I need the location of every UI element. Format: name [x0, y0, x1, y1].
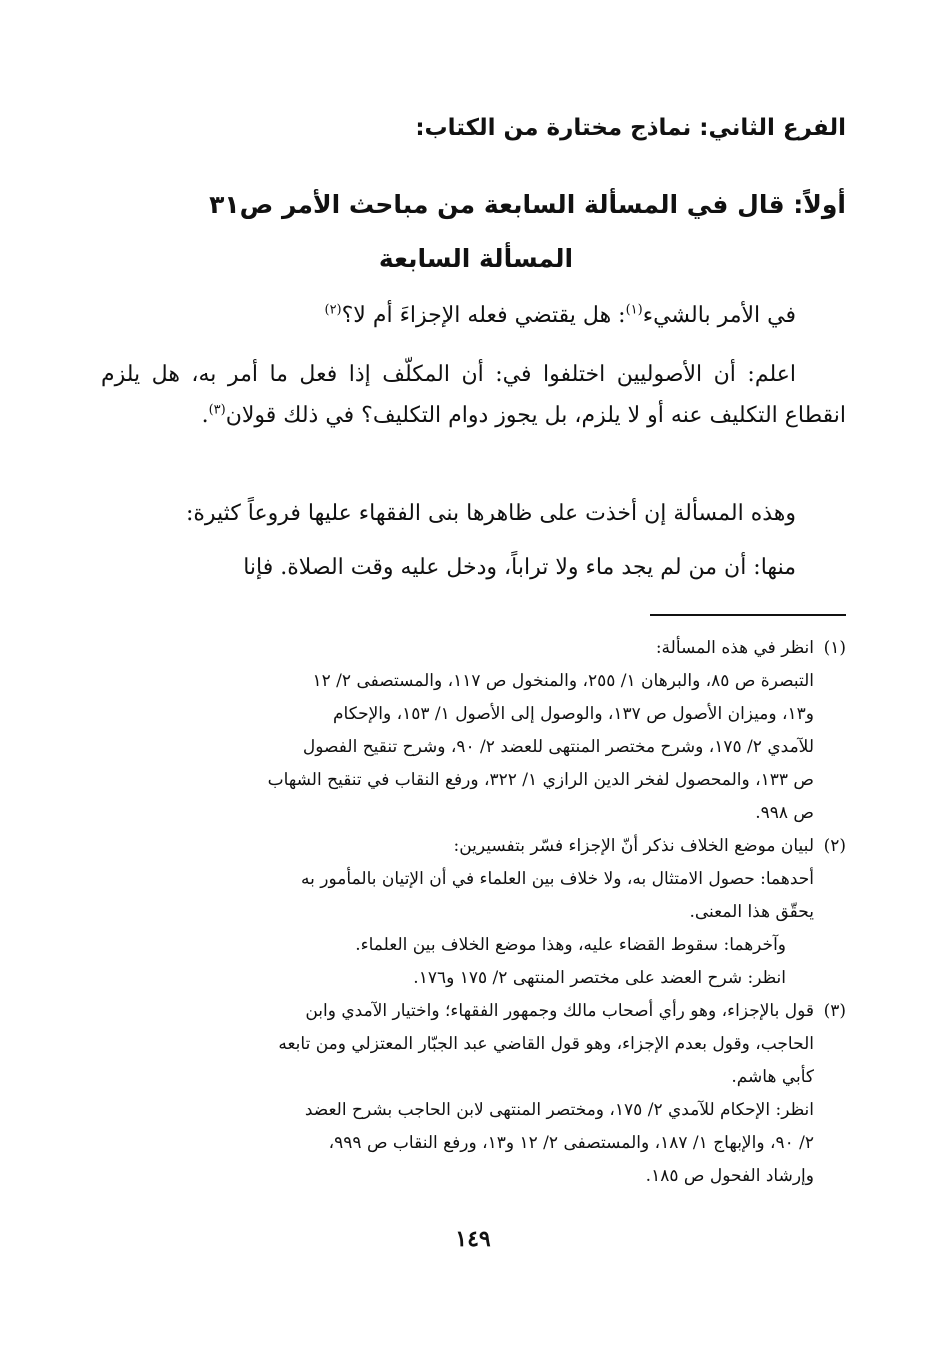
footnote-number: (٣) [823, 1001, 846, 1021]
paragraph-intro [101, 354, 846, 436]
paragraph-text: اعلم: أن الأصوليين اختلفوا في: أن المكلّف إذا فعل ما أمر به، هل يلزم انقطاع التكليف عنه أو لا يلزم، بل يجوز دوام التكليف؟ في ذلك قولان [101, 362, 846, 428]
footnote-line: انظر: شرح العضد على مختصر المنتهى ٢/ ١٧٥ و١٧٦. [413, 968, 786, 988]
footnote-1 [101, 632, 846, 830]
footnote-line: ص ٩٩٨. [755, 803, 814, 823]
footnote-line: انظر: الإحكام للآمدي ٢/ ١٧٥، ومختصر المنتهى لابن الحاجب بشرح العضد [304, 1100, 814, 1120]
sub-heading: أولاً: قال في المسألة السابعة من مباحث الأمر ص٣١ [209, 190, 846, 219]
footnote-line: يحقّق هذا المعنى. [689, 902, 814, 922]
page-number: ١٤٩ [455, 1226, 491, 1252]
footnotes [101, 632, 846, 1193]
paragraph-branches: وهذه المسألة إن أخذت على ظاهرها بنى الفقهاء عليها فروعاً كثيرة: [185, 501, 796, 526]
footnote-line: و١٣، وميزان الأصول ص ١٣٧، والوصول إلى الأصول ١/ ١٥٣، والإحكام [332, 704, 814, 724]
footnote-line: ص ١٣٣، والمحصول لفخر الدين الرازي ١/ ٣٢٢، ورفع النقاب في تنقيح الشهاب [267, 770, 814, 790]
footnote-line: أحدهما: حصول الامتثال به، ولا خلاف بين العلماء في أن الإتيان بالمأمور به [301, 869, 814, 889]
footnote-first-line [101, 995, 846, 1028]
footnote-3 [101, 995, 846, 1193]
paragraph-question [101, 295, 846, 336]
footnote-ref: (٢) [324, 302, 342, 318]
footnote-line: وآخرهما: سقوط القضاء عليه، وهذا موضع الخلاف بين العلماء. [355, 935, 786, 955]
footnote-line: للآمدي ٢/ ١٧٥، وشرح مختصر المنتهى للعضد ٢/ ٩٠، وشرح تنقيح الفصول [302, 737, 814, 757]
paragraph-text: : هل يقتضي فعله الإجزاءَ أم لا؟ [341, 303, 626, 328]
issue-title: المسألة السابعة [378, 244, 574, 273]
footnote-text: قول بالإجزاء، وهو رأي أصحاب مالك وجمهور الفقهاء؛ واختيار الآمدي وابن [305, 1001, 814, 1021]
footnote-number: (٢) [823, 836, 846, 856]
footnote-text: لبيان موضع الخلاف نذكر أنّ الإجزاء فسّر بتفسيرين: [453, 836, 814, 856]
footnote-line: وإرشاد الفحول ص ١٨٥. [645, 1166, 814, 1186]
footnote-line: كأبي هاشم. [731, 1067, 814, 1087]
footnote-first-line [101, 830, 846, 863]
footnote-line: ٢/ ٩٠، والإبهاج ١/ ١٨٧، والمستصفى ٢/ ١٢ و١٣، ورفع النقاب ص ٩٩٩، [328, 1133, 814, 1153]
footnote-first-line [101, 632, 846, 665]
paragraph-text: في الأمر بالشيء [642, 303, 796, 328]
paragraph-text: . [201, 403, 209, 428]
footnote-line: التبصرة ص ٨٥، والبرهان ١/ ٢٥٥، والمنخول ص ١١٧، والمستصفى ٢/ ١٢ [312, 671, 814, 691]
footnote-line: الحاجب، وقول بعدم الإجزاء، وهو قول القاضي عبد الجبّار المعتزلي ومن تابعه [278, 1034, 814, 1054]
paragraph-example: منها: أن من لم يجد ماء ولا تراباً، ودخل عليه وقت الصلاة. فإنا [243, 555, 796, 580]
section-heading: الفرع الثاني: نماذج مختارة من الكتاب: [415, 115, 846, 141]
footnote-ref: (١) [625, 302, 643, 318]
footnote-divider [650, 614, 846, 616]
footnote-number: (١) [823, 638, 846, 658]
footnote-ref: (٣) [208, 402, 226, 418]
footnote-2 [101, 830, 846, 995]
footnote-text: انظر في هذه المسألة: [655, 638, 814, 658]
